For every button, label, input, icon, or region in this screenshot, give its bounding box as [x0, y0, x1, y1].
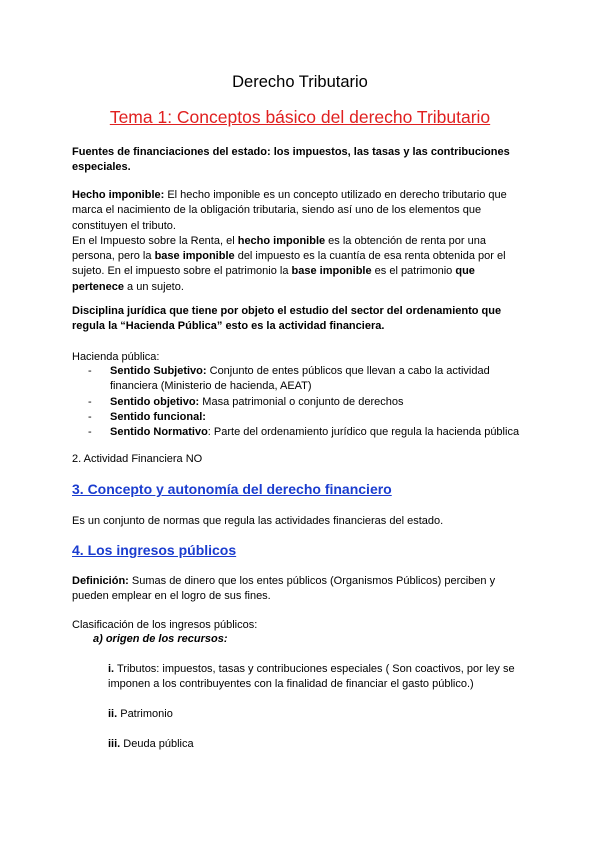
topic-heading: Tema 1: Conceptos básico del derecho Tributario — [109, 107, 491, 127]
renta-text-2: es la obtención de renta por una persona, pero la — [72, 234, 486, 263]
definicion-text: Sumas de dinero que los entes públicos (Organismos Públicos) perciben y pueden emplear en el logro de sus fines. — [72, 575, 496, 603]
list-item — [88, 425, 528, 440]
renta-text-4: es el patrimonio — [371, 265, 456, 278]
deuda-publica-item — [108, 737, 528, 752]
hecho-imponible-label: Hecho imponible: — [72, 189, 165, 201]
list-item — [88, 395, 528, 410]
disciplina-paragraph: Disciplina jurídica que tiene por objeto el estudio del sector del ordenamiento que regula la “Hacienda Pública” esto es la actividad financiera. — [72, 305, 502, 333]
hecho-imponible-paragraph — [72, 188, 527, 295]
definicion-label: Definición: — [72, 575, 129, 587]
renta-bold-3: base imponible — [291, 265, 372, 278]
tributos-item — [108, 662, 528, 693]
list-item-text: : Parte del ordenamiento jurídico que regula la hacienda pública — [207, 426, 520, 439]
roman-label: ii. — [108, 708, 118, 720]
definicion-paragraph — [72, 574, 527, 605]
section-4-heading[interactable]: 4. Los ingresos públicos — [72, 542, 237, 558]
list-item-label: Sentido funcional: — [110, 410, 206, 423]
list-dash: - — [88, 410, 92, 423]
renta-text-1: En el Impuesto sobre la Renta, el — [72, 234, 238, 247]
roman-label: iii. — [108, 738, 121, 750]
list-item — [88, 410, 528, 425]
renta-bold-4: que pertenece — [72, 265, 475, 293]
roman-label: i. — [108, 663, 115, 675]
roman-text: Patrimonio — [117, 708, 173, 720]
document-title: Derecho Tributario — [232, 73, 368, 91]
list-item-text: Masa patrimonial o conjunto de derechos — [199, 395, 404, 408]
list-item-label: Sentido Normativo — [110, 426, 208, 439]
renta-bold-2: base imponible — [154, 250, 235, 263]
renta-bold-1: hecho imponible — [237, 234, 326, 247]
origen-recursos-item: a) origen de los recursos: — [93, 633, 228, 645]
roman-text: Tributos: impuestos, tasas y contribuciones especiales ( Son coactivos, por ley se imponen a los contribuyentes con la finalidad de financiar el gasto público.) — [108, 663, 515, 691]
renta-text-5: a un sujeto. — [123, 280, 184, 293]
list-dash: - — [88, 395, 92, 408]
list-dash: - — [88, 426, 92, 439]
list-item-text: Conjunto de entes públicos que llevan a cabo la actividad financiera (Ministerio de hacienda, AEAT) — [110, 365, 490, 393]
actividad-financiera-line: 2. Actividad Financiera NO — [72, 453, 203, 465]
section-3-heading[interactable]: 3. Concepto y autonomía del derecho financiero — [72, 481, 392, 497]
list-item-label: Sentido objetivo: — [110, 395, 200, 408]
patrimonio-item — [108, 707, 528, 722]
section-3-text: Es un conjunto de normas que regula las actividades financieras del estado. — [72, 515, 444, 527]
list-item — [88, 364, 528, 395]
roman-text: Deuda pública — [120, 738, 194, 750]
fuentes-paragraph: Fuentes de financiaciones del estado: los impuestos, las tasas y las contribuciones especiales. — [72, 146, 510, 174]
list-item-label: Sentido Subjetivo: — [110, 365, 207, 377]
renta-text-3: del impuesto es la cuantía de esa renta obtenida por el sujeto. En el impuesto sobre el patrimonio la — [72, 250, 506, 278]
hecho-imponible-text: El hecho imponible es un concepto utilizado en derecho tributario que marca el nacimiento de la obligación tributaria, siendo así uno de los elementos que constituyen el tributo. — [72, 189, 507, 232]
list-dash: - — [88, 365, 92, 377]
hacienda-list — [88, 364, 528, 440]
hacienda-heading: Hacienda pública: — [72, 351, 160, 363]
clasificacion-heading: Clasificación de los ingresos públicos: — [72, 619, 258, 631]
